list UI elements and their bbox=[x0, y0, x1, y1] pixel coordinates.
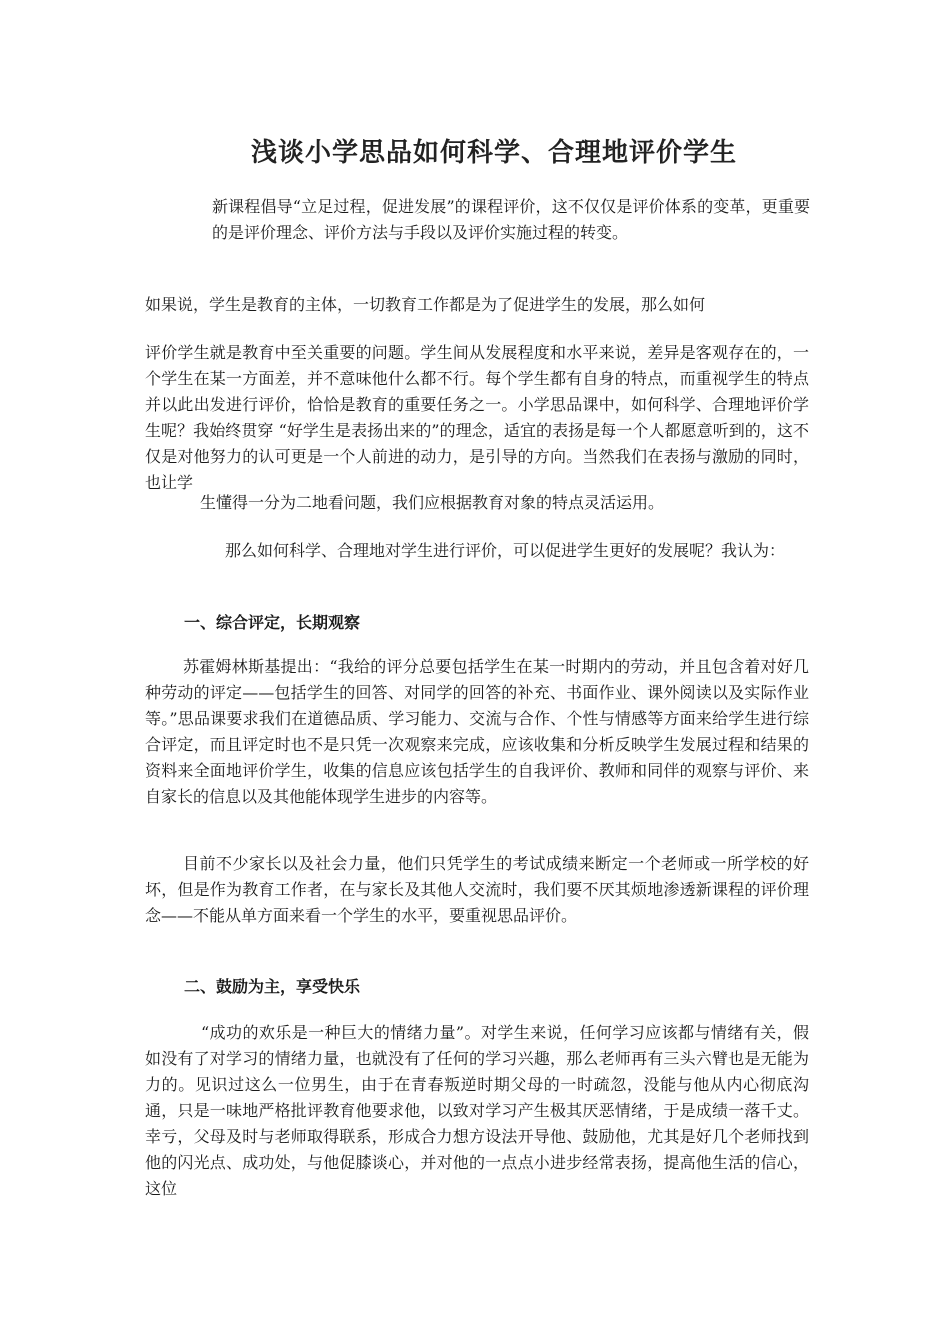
paragraph-1-tail: 生懂得一分为二地看问题，我们应根据教育对象的特点灵活运用。 bbox=[200, 493, 665, 512]
paragraph-1-first-line: 如果说，学生是教育的主体，一切教育工作都是为了促进学生的发展，那么如何 bbox=[145, 295, 706, 314]
question-paragraph: 那么如何科学、合理地对学生进行评价，可以促进学生更好的发展呢？我认为： bbox=[224, 541, 785, 560]
paragraph-2: 苏霍姆林斯基提出：“我给的评分总要包括学生在某一时期内的劳动，并且包含着对好几种劳动的评定——包括学生的回答、对同学的回答的补充、书面作业、课外阅读以及实际作业等。”思品课要求我们在道德品质、学习能力、交流与合作、个性与情感等方面来给学生进行综合评定，而且评定时也不是只凭一次观察来完成，应该收集和分析反映学生发展过程和结果的资料来全面地评价学生，收集的信息应该包括学生的自我评价、教师和同伴的观察与评价、来自家长的信息以及其他能体现学生进步的内容等。 bbox=[145, 657, 809, 806]
section-heading-1: 一、综合评定，长期观察 bbox=[184, 613, 361, 632]
intro-paragraph: 新课程倡导“立足过程，促进发展”的课程评价，这不仅仅是评价体系的变革，更重要的是评价理念、评价方法与手段以及评价实施过程的转变。 bbox=[212, 197, 810, 242]
paragraph-3: 目前不少家长以及社会力量，他们只凭学生的考试成绩来断定一个老师或一所学校的好坏，但是作为教育工作者，在与家长及其他人交流时，我们要不厌其烦地渗透新课程的评价理念——不能从单方面来看一个学生的水平，要重视思品评价。 bbox=[145, 854, 809, 925]
paragraph-4: “成功的欢乐是一种巨大的情绪力量”。对学生来说，任何学习应该都与情绪有关，假如没有了对学习的情绪力量，也就没有了任何的学习兴趣，那么老师再有三头六臂也是无能为力的。见识过这么一位男生，由于在青春叛逆时期父母的一时疏忽，没能与他从内心彻底沟通，只是一味地严格批评教育他要求他，以致对学习产生极其厌恶情绪，于是成绩一落千丈。幸亏，父母及时与老师取得联系，形成合力想方设法开导他、鼓励他，尤其是好几个老师找到他的闪光点、成功处，与他促膝谈心，并对他的一点点小进步经常表扬，提高他生活的信心，这位 bbox=[145, 1023, 809, 1198]
document-title: 浅谈小学思品如何科学、合理地评价学生 bbox=[250, 138, 737, 168]
paragraph-1-body: 评价学生就是教育中至关重要的问题。学生间从发展程度和水平来说，差异是客观存在的，一个学生在某一方面差，并不意味他什么都不行。每个学生都有自身的特点，而重视学生的特点并以此出发进行评价，恰恰是教育的重要任务之一。小学思品课中，如何科学、合理地评价学生呢？我始终贯穿 “好学生是表扬出来的”的理念，适宜的表扬是每一个人都愿意听到的，这不仅是对他努力的认可更是一个人前进的动力，是引导的方向。当然我们在表扬与激励的同时，也让学 bbox=[145, 343, 809, 492]
section-heading-2: 二、鼓励为主，享受快乐 bbox=[184, 977, 361, 996]
